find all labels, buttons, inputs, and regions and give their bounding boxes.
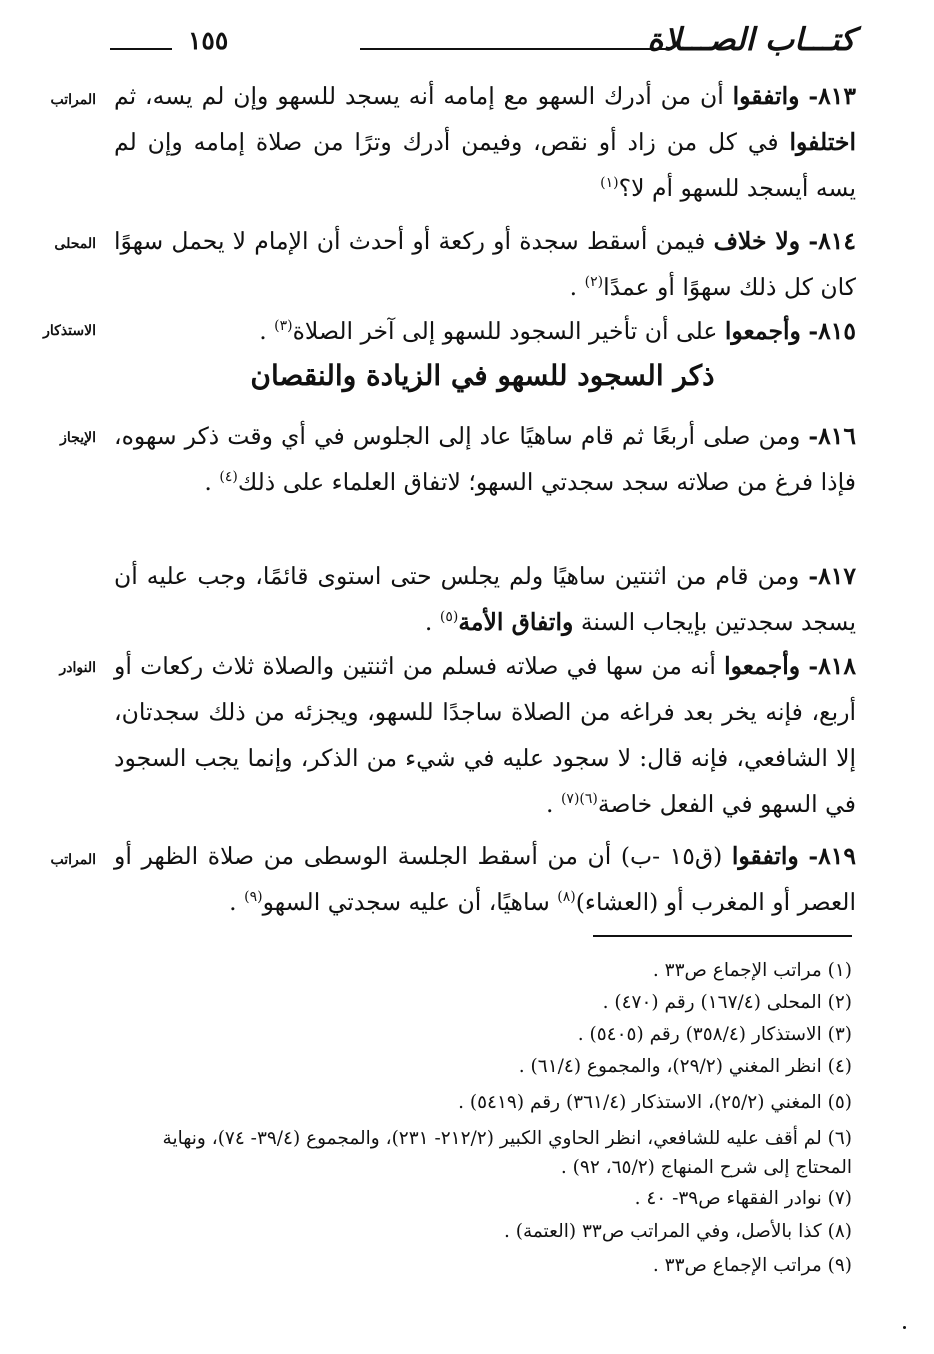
paragraph-number: ٨١٧- [808, 562, 856, 590]
footnote-7: (٧) نوادر الفقهاء ص٣٩- ٤٠ . [634, 1188, 852, 1209]
side-note-ijaz: الإيجاز [60, 430, 96, 446]
footnote-6: (٦) لم أقف عليه للشافعي، انظر الحاوي الكبير (٢١٢/٢- ٢٣١)، والمجموع (٣٩/٤- ٧٤)، ونهاية المحتاج إلى شرح المنهاج (٦٥/٢، ٩٢) . [162, 1128, 852, 1178]
footnote-ref: (٤) [219, 469, 238, 486]
footnote-1: (١) مراتب الإجماع ص٣٣ . [652, 960, 852, 981]
period: . [204, 468, 212, 496]
paragraph-number: ٨١٩- [808, 842, 856, 870]
period: . [229, 888, 237, 916]
side-note-muhalla: المحلى [54, 236, 96, 252]
page-header [110, 22, 855, 62]
paragraph-815 [114, 308, 856, 354]
paragraph-816 [114, 413, 856, 505]
footnote-ref: (٩) [244, 889, 263, 906]
paragraph-813 [114, 73, 856, 211]
footnote-ref: (٨) [557, 889, 576, 906]
header-rule-middle [360, 48, 672, 50]
paragraph-817 [114, 553, 856, 645]
scan-speck [903, 1326, 906, 1329]
keyword: ولا خلاف [713, 227, 801, 255]
footnote-3: (٣) الاستذكار (٣٥٨/٤) رقم (٥٤٠٥) . [577, 1024, 852, 1045]
paragraph-number: ٨١٣- [808, 82, 856, 110]
paragraph-text: ساهيًا، أن عليه سجدتي السهو [262, 888, 550, 916]
footnote-5: (٥) المغني (٢٥/٢)، الاستذكار (٣٦١/٤) رقم (٥٤١٩) . [458, 1092, 852, 1113]
side-note-nawadir: النوادر [59, 660, 96, 676]
footnote-separator [593, 935, 852, 937]
paragraph-text: ومن قام من اثنتين ساهيًا ولم يجلس حتى استوى قائمًا، وجب عليه أن يسجد سجدتين بإيجاب السنة [114, 562, 856, 636]
keyword: وأجمعوا [724, 317, 801, 345]
page-number: ١٥٥ [188, 26, 229, 55]
paragraph-number: ٨١٦- [808, 422, 856, 450]
keyword: واتفقوا [732, 82, 800, 110]
side-note-istidhkar: الاستذكار [43, 323, 96, 339]
paragraph-number: ٨١٤- [808, 227, 856, 255]
footnote-ref: (٢) [584, 274, 604, 291]
paragraph-text: (ق١٥ -ب) أن من أسقط الجلسة الوسطى من صلاة الظهر أو العصر أو المغرب أو (العشاء) [114, 842, 856, 916]
paragraph-text: أن من أدرك السهو مع إمامه أنه يسجد للسهو وإن لم يسه، ثم [114, 82, 724, 110]
keyword: وأجمعوا [724, 652, 801, 680]
paragraph-text: فيمن أسقط سجدة أو ركعة أو أحدث أن الإمام لا يحمل سهوًا كان كل ذلك سهوًا أو عمدًا [114, 227, 856, 301]
paragraph-814 [114, 218, 856, 310]
footnote-ref: (٥) [439, 609, 459, 626]
period: . [569, 273, 578, 301]
running-title: كتـــاب الصـــلاة [647, 22, 855, 58]
section-title: ذكر السجود للسهو في الزيادة والنقصان [250, 359, 715, 392]
footnote-ref: (٦)(٧) [560, 791, 598, 808]
footnote-9: (٩) مراتب الإجماع ص٣٣ . [652, 1255, 852, 1276]
paragraph-text: في كل من زاد أو نقص، وفيمن أدرك وترًا من صلاة إمامه وإن لم يسه أيسجد للسهو أم لا؟ [114, 128, 856, 202]
keyword: واتفقوا [731, 842, 799, 870]
footnote-8: (٨) كذا بالأصل، وفي المراتب ص٣٣ (العتمة) . [503, 1221, 852, 1242]
keyword: اختلفوا [789, 128, 856, 156]
footnote-ref: (٣) [274, 318, 293, 335]
paragraph-text: أنه من سها في صلاته فسلم من اثنتين والصلاة ثلاث ركعات أو أربع، فإنه يخر بعد فراغه من الصلاة ساجدًا للسهو، ويجزئه من ذلك سجدتان، إلا الشافعي، فإنه قال: لا سجود عليه في شيء من الذكر، وإنما يجب السجود في السهو في الفعل خاصة [114, 652, 856, 818]
paragraph-number: ٨١٥- [808, 317, 856, 345]
footnote-ref: (١) [600, 175, 619, 192]
keyword: واتفاق الأمة [458, 608, 574, 636]
paragraph-text: على أن تأخير السجود للسهو إلى آخر الصلاة [292, 317, 718, 345]
paragraph-text: ومن صلى أربعًا ثم قام ساهيًا عاد إلى الجلوس في أي وقت ذكر سهوه، فإذا فرغ من صلاته سجد سجدتي السهو؛ لاتفاق العلماء على ذلك [114, 422, 856, 496]
paragraph-818 [114, 643, 856, 827]
side-note-maratib-1: المراتب [50, 92, 96, 108]
paragraph-number: ٨١٨- [808, 652, 856, 680]
footnote-4: (٤) انظر المغني (٢٩/٢)، والمجموع (٦١/٤) . [518, 1056, 852, 1077]
period: . [424, 608, 433, 636]
header-rule-left [110, 48, 172, 50]
period: . [259, 317, 267, 345]
period: . [545, 790, 554, 818]
side-note-maratib-2: المراتب [50, 852, 96, 868]
paragraph-819 [114, 833, 856, 925]
footnote-2: (٢) المحلى (١٦٧/٤) رقم (٤٧٠) . [602, 992, 852, 1013]
